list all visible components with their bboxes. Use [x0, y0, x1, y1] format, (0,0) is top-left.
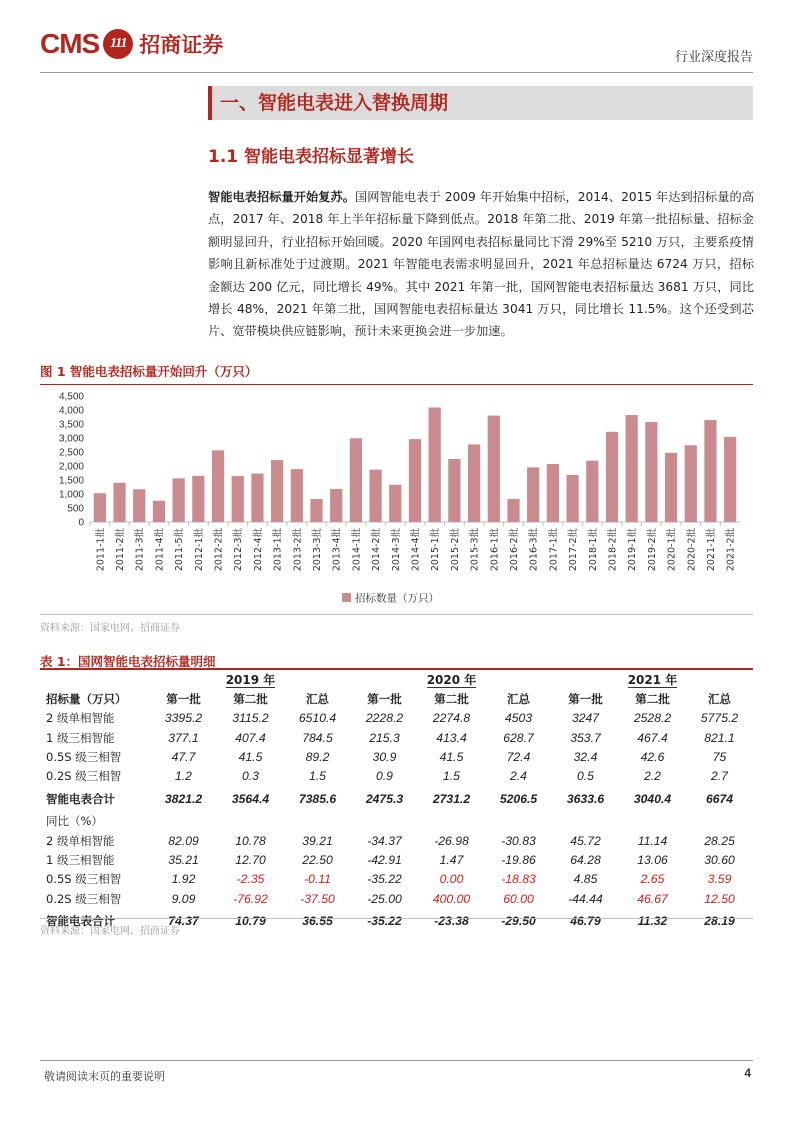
table-cell: 2228.2	[365, 711, 404, 726]
paragraph-body: 国网智能电表于 2009 年开始集中招标，2014、2015 年达到招标量的高点，2017 年、2018 年上半年招标量下降到低点。2018 年第二批、2019 年第一批招标量、招标金额明显回升，行业招标开始回暖。2020 年国网电表招标量同比下滑 29%至 5210 万只，主要系疫情影响且新标准处于过渡期。2021 年智能电表需求明显回升，2021 年总招标量达 6724 万只，招标金额达 200 亿元，同比增长 49%。其中 2021 年第一批，国网智能电表招标量达 3681 万只，同比增长 48%，2021 年第二批，国网智能电表招标量达 3041 万只，同比增长 11.5%。这个还受到芯片、宽带模块供应链影响，预计未来更换会进一步加速。	[208, 190, 755, 339]
table-cell: 377.1	[168, 730, 199, 745]
table-year-label: 2021 年	[627, 673, 678, 688]
bar	[704, 420, 716, 522]
bar	[330, 489, 342, 522]
x-tick-label: 2020-1批	[666, 528, 678, 572]
bar	[566, 475, 578, 522]
bar	[448, 459, 460, 522]
x-tick-label: 2013-2批	[292, 528, 304, 572]
table-cell: 3821.2	[164, 791, 203, 806]
table-cell: 42.6	[640, 749, 665, 764]
bar	[429, 407, 441, 522]
table-caption: 表 1：国网智能电表招标量明细	[40, 654, 216, 669]
table-cell: 0.5	[577, 769, 594, 784]
x-tick-label: 2011-2批	[115, 528, 127, 572]
table-empty-cell	[418, 812, 485, 831]
table-cell: -44.44	[568, 891, 603, 906]
company-logo	[40, 24, 223, 64]
x-tick-label: 2014-1批	[351, 528, 363, 572]
table-empty-cell	[552, 812, 619, 831]
bar	[685, 445, 697, 522]
table-cell: -34.37	[367, 833, 402, 848]
table-cell: 6674	[705, 791, 734, 806]
x-tick-label: 2017-2批	[568, 528, 580, 572]
table-cell: 13.06	[637, 853, 668, 868]
bar	[606, 432, 618, 522]
bar	[291, 469, 303, 522]
table-empty-cell	[351, 812, 418, 831]
table-cell: 41.5	[238, 749, 263, 764]
table-cell: 28.25	[704, 833, 735, 848]
table-cell: 45.72	[570, 833, 601, 848]
table-cell: 413.4	[436, 730, 467, 745]
bar	[251, 474, 263, 522]
figure-source: 资料来源：国家电网、招商证券	[40, 623, 180, 634]
table-cell: 353.7	[570, 730, 601, 745]
table-cell: 2.65	[640, 872, 665, 887]
paragraph-lead: 智能电表招标量开始复苏。	[208, 190, 356, 204]
table-row-label: 0.5S 级三相智	[46, 749, 122, 764]
bar	[507, 499, 519, 522]
table-yoy-label: 同比（%）	[46, 814, 103, 829]
table-cell: 12.70	[235, 853, 266, 868]
bar	[212, 450, 224, 522]
table-cell: 3040.4	[633, 791, 672, 806]
x-tick-label: 2012-1批	[193, 528, 205, 572]
x-tick-label: 2011-4批	[154, 528, 166, 572]
legend-label: 招标数量（万只）	[355, 592, 439, 605]
x-tick-label: 2021-1批	[705, 528, 717, 572]
y-tick-label: 1,500	[58, 475, 84, 487]
bar	[389, 485, 401, 522]
y-tick-label: 4,000	[58, 405, 84, 417]
table-cell: 46.67	[637, 891, 668, 906]
table-cell: 64.28	[570, 853, 601, 868]
bar	[192, 476, 204, 522]
x-tick-label: 2020-2批	[686, 528, 698, 572]
bar	[724, 437, 736, 522]
table-cell: -30.83	[501, 833, 536, 848]
table-cell: -26.98	[434, 833, 469, 848]
table-cell: 1.5	[309, 769, 326, 784]
x-tick-label: 2015-1批	[430, 528, 442, 572]
table-cell: 0.9	[376, 769, 393, 784]
x-tick-label: 2016-2批	[508, 528, 520, 572]
x-tick-label: 2013-3批	[312, 528, 324, 572]
table-header-cell: 汇总	[306, 691, 329, 706]
table-cell: 74.37	[168, 914, 199, 929]
table-cell: 1.92	[171, 872, 196, 887]
table-cell: 628.7	[503, 730, 534, 745]
table-cell: 2274.8	[432, 711, 471, 726]
table-row-label: 智能电表合计	[46, 791, 115, 806]
table-cell: 30.60	[704, 853, 735, 868]
table-cell: 30.9	[372, 749, 397, 764]
table-row-label: 1 级三相智能	[46, 730, 115, 745]
table-cell: -23.38	[434, 914, 469, 929]
y-tick-label: 3,000	[58, 433, 84, 445]
bar	[665, 453, 677, 522]
table-cell: 28.19	[704, 914, 735, 929]
table-empty-cell	[284, 812, 351, 831]
y-tick-label: 3,500	[58, 419, 84, 431]
table-year-row	[40, 670, 753, 689]
x-tick-label: 2015-3批	[469, 528, 481, 572]
table-cell: -42.91	[367, 853, 402, 868]
table-cell: 2475.3	[365, 791, 404, 806]
table-header-cell: 第一批	[166, 691, 201, 706]
table-corner-cell	[40, 670, 150, 689]
x-tick-label: 2015-2批	[449, 528, 461, 572]
table-cell: 784.5	[302, 730, 333, 745]
table-cell: 47.7	[171, 749, 196, 764]
table-row-label: 2 级单相智能	[46, 833, 115, 848]
table-header-cell: 第二批	[434, 691, 469, 706]
table-cell: -19.86	[501, 853, 536, 868]
table-empty-cell	[150, 812, 217, 831]
table-cell: 2731.2	[432, 791, 471, 806]
table-yoy-label-row	[40, 812, 753, 831]
table-empty-cell	[686, 812, 753, 831]
table-cell: 2.7	[711, 769, 728, 784]
table-cell: 467.4	[637, 730, 668, 745]
table-cell: 10.79	[235, 914, 266, 929]
section-title: 一、智能电表进入替换周期	[208, 86, 753, 120]
x-tick-label: 2011-1批	[95, 528, 107, 572]
x-tick-label: 2012-2批	[213, 528, 225, 572]
x-tick-label: 2011-3批	[134, 528, 146, 572]
table-cell: 3395.2	[164, 711, 203, 726]
table-empty-cell	[217, 812, 284, 831]
table-cell: -29.50	[501, 914, 536, 929]
report-type-label: 行业深度报告	[674, 50, 753, 65]
bar	[409, 439, 421, 522]
table-row	[40, 831, 753, 850]
table-row-label: 智能电表合计	[46, 914, 115, 929]
table-cell: 215.3	[369, 730, 400, 745]
table-cell: 2.2	[644, 769, 661, 784]
bidding-detail-table	[40, 670, 753, 934]
bar	[468, 444, 480, 522]
table-header-cell: 第一批	[367, 691, 402, 706]
x-tick-label: 2019-2批	[646, 528, 658, 572]
x-tick-label: 2013-4批	[331, 528, 343, 572]
table-cell: 41.5	[439, 749, 464, 764]
table-cell: 36.55	[302, 914, 333, 929]
bar	[626, 415, 638, 522]
table-cell: 32.4	[573, 749, 598, 764]
table-cell: -35.22	[367, 872, 402, 887]
table-row-label: 0.5S 级三相智	[46, 872, 122, 887]
x-tick-label: 2014-3批	[390, 528, 402, 572]
table-cell: -76.92	[233, 891, 268, 906]
x-tick-label: 2014-4批	[410, 528, 422, 572]
x-tick-label: 2014-2批	[371, 528, 383, 572]
y-tick-label: 2,000	[58, 461, 84, 473]
x-tick-label: 2013-1批	[272, 528, 284, 572]
x-tick-label: 2012-3批	[233, 528, 245, 572]
logo-latin: CMS	[40, 28, 100, 59]
table-cell: 1.47	[439, 853, 464, 868]
x-tick-label: 2011-5批	[174, 528, 186, 572]
table-cell: -2.35	[236, 872, 265, 887]
table-header-row	[40, 689, 753, 708]
table-cell: 0.00	[439, 872, 464, 887]
table-row-label: 2 级单相智能	[46, 711, 115, 726]
table-cell: 3247	[571, 711, 600, 726]
x-tick-label: 2016-3批	[528, 528, 540, 572]
bar	[586, 461, 598, 522]
table-row	[40, 850, 753, 869]
table-cell: 12.50	[704, 891, 735, 906]
table-cell: 6510.4	[298, 711, 337, 726]
header-divider	[40, 72, 753, 73]
table-header-cell: 第一批	[568, 691, 603, 706]
table-row	[40, 786, 753, 812]
y-tick-label: 1,000	[58, 489, 84, 501]
table-cell: 2.4	[510, 769, 527, 784]
table-cell: 46.79	[570, 914, 601, 929]
table-header-cell: 第二批	[233, 691, 268, 706]
x-tick-label: 2017-1批	[548, 528, 560, 572]
table-row	[40, 870, 753, 889]
bar	[153, 501, 165, 522]
y-tick-label: 500	[67, 503, 84, 515]
table-cell: 60.00	[503, 891, 534, 906]
table-cell: 0.3	[242, 769, 259, 784]
bar	[133, 489, 145, 522]
table-cell: 9.09	[171, 891, 196, 906]
table-cell: 10.78	[235, 833, 266, 848]
y-tick-label: 4,500	[58, 391, 84, 403]
table-cell: 3.59	[707, 872, 732, 887]
table-empty-cell	[485, 812, 552, 831]
bar-chart	[40, 388, 753, 614]
table-cell: 5206.5	[499, 791, 538, 806]
legend-swatch	[342, 593, 351, 602]
table-row-label: 0.2S 级三相智	[46, 891, 122, 906]
table-year-header	[150, 670, 351, 689]
table-source-divider	[40, 918, 753, 919]
x-tick-label: 2018-1批	[587, 528, 599, 572]
figure-source-divider	[40, 614, 753, 615]
table-year-header	[552, 670, 753, 689]
bar	[232, 476, 244, 522]
bar	[113, 483, 125, 522]
table-cell: 82.09	[168, 833, 199, 848]
table-cell: 3633.6	[566, 791, 605, 806]
table-cell: -35.22	[367, 914, 402, 929]
table-row	[40, 728, 753, 747]
bar	[310, 499, 322, 522]
table-cell: 4.85	[573, 872, 598, 887]
table-cell: 4503	[504, 711, 533, 726]
table-header-cell: 汇总	[708, 691, 731, 706]
bar	[94, 493, 106, 522]
x-tick-label: 2019-1批	[627, 528, 639, 572]
table-row	[40, 766, 753, 785]
table-empty-cell	[619, 812, 686, 831]
page-number: 4	[744, 1066, 751, 1080]
logo-emblem-icon: 111	[103, 29, 133, 59]
table-cell: 3115.2	[232, 711, 269, 726]
table-header-cell: 招标量（万只）	[46, 691, 127, 706]
table-cell: 75	[712, 749, 727, 764]
table-cell: 72.4	[506, 749, 531, 764]
table-cell: 11.14	[637, 833, 668, 848]
bar	[350, 438, 362, 522]
table-row-label: 1 级三相智能	[46, 853, 115, 868]
footer-divider	[40, 1060, 753, 1061]
bar	[547, 464, 559, 522]
bar	[488, 416, 500, 522]
table-cell: 2528.2	[633, 711, 672, 726]
table-cell: 7385.6	[298, 791, 337, 806]
bar	[527, 467, 539, 522]
table-cell: 35.21	[168, 853, 199, 868]
table-row	[40, 889, 753, 908]
table-header-cell: 第二批	[635, 691, 670, 706]
table-year-label: 2020 年	[426, 673, 477, 688]
bar	[370, 470, 382, 522]
table-cell: 1.5	[443, 769, 460, 784]
table-cell: 39.21	[302, 833, 333, 848]
x-tick-label: 2018-2批	[607, 528, 619, 572]
table-row-label: 0.2S 级三相智	[46, 769, 122, 784]
table-cell: 407.4	[235, 730, 266, 745]
bar	[645, 422, 657, 522]
y-tick-label: 0	[78, 517, 84, 529]
logo-chinese-name: 招商证券	[139, 32, 224, 57]
x-tick-label: 2012-4批	[252, 528, 264, 572]
table-year-header	[351, 670, 552, 689]
bar	[173, 478, 185, 522]
table-row	[40, 709, 753, 728]
table-cell: 1.2	[175, 769, 192, 784]
table-cell: 3564.4	[231, 791, 270, 806]
body-paragraph	[208, 186, 754, 343]
table-cell: 22.50	[302, 853, 333, 868]
y-tick-label: 2,500	[58, 447, 84, 459]
table-row	[40, 747, 753, 766]
table-year-label: 2019 年	[225, 673, 276, 688]
bar	[271, 460, 283, 522]
table-cell: 89.2	[305, 749, 330, 764]
subsection-title: 1.1 智能电表招标显著增长	[208, 147, 415, 167]
footer-disclaimer: 敬请阅读末页的重要说明	[44, 1070, 165, 1083]
x-tick-label: 2021-2批	[725, 528, 737, 572]
table-cell: -18.83	[501, 872, 536, 887]
table-cell: 5775.2	[700, 711, 739, 726]
table-cell: 400.00	[432, 891, 471, 906]
table-cell: -0.11	[304, 872, 331, 887]
table-cell: 821.1	[704, 730, 735, 745]
x-tick-label: 2016-1批	[489, 528, 501, 572]
table-cell: -25.00	[367, 891, 402, 906]
table-cell: -37.50	[300, 891, 335, 906]
table-source: 资料来源：国家电网、招商证券	[40, 926, 180, 937]
table-cell: 11.32	[637, 914, 668, 929]
figure-caption: 图 1 智能电表招标量开始回升（万只）	[40, 362, 753, 385]
table-header-cell: 汇总	[507, 691, 530, 706]
